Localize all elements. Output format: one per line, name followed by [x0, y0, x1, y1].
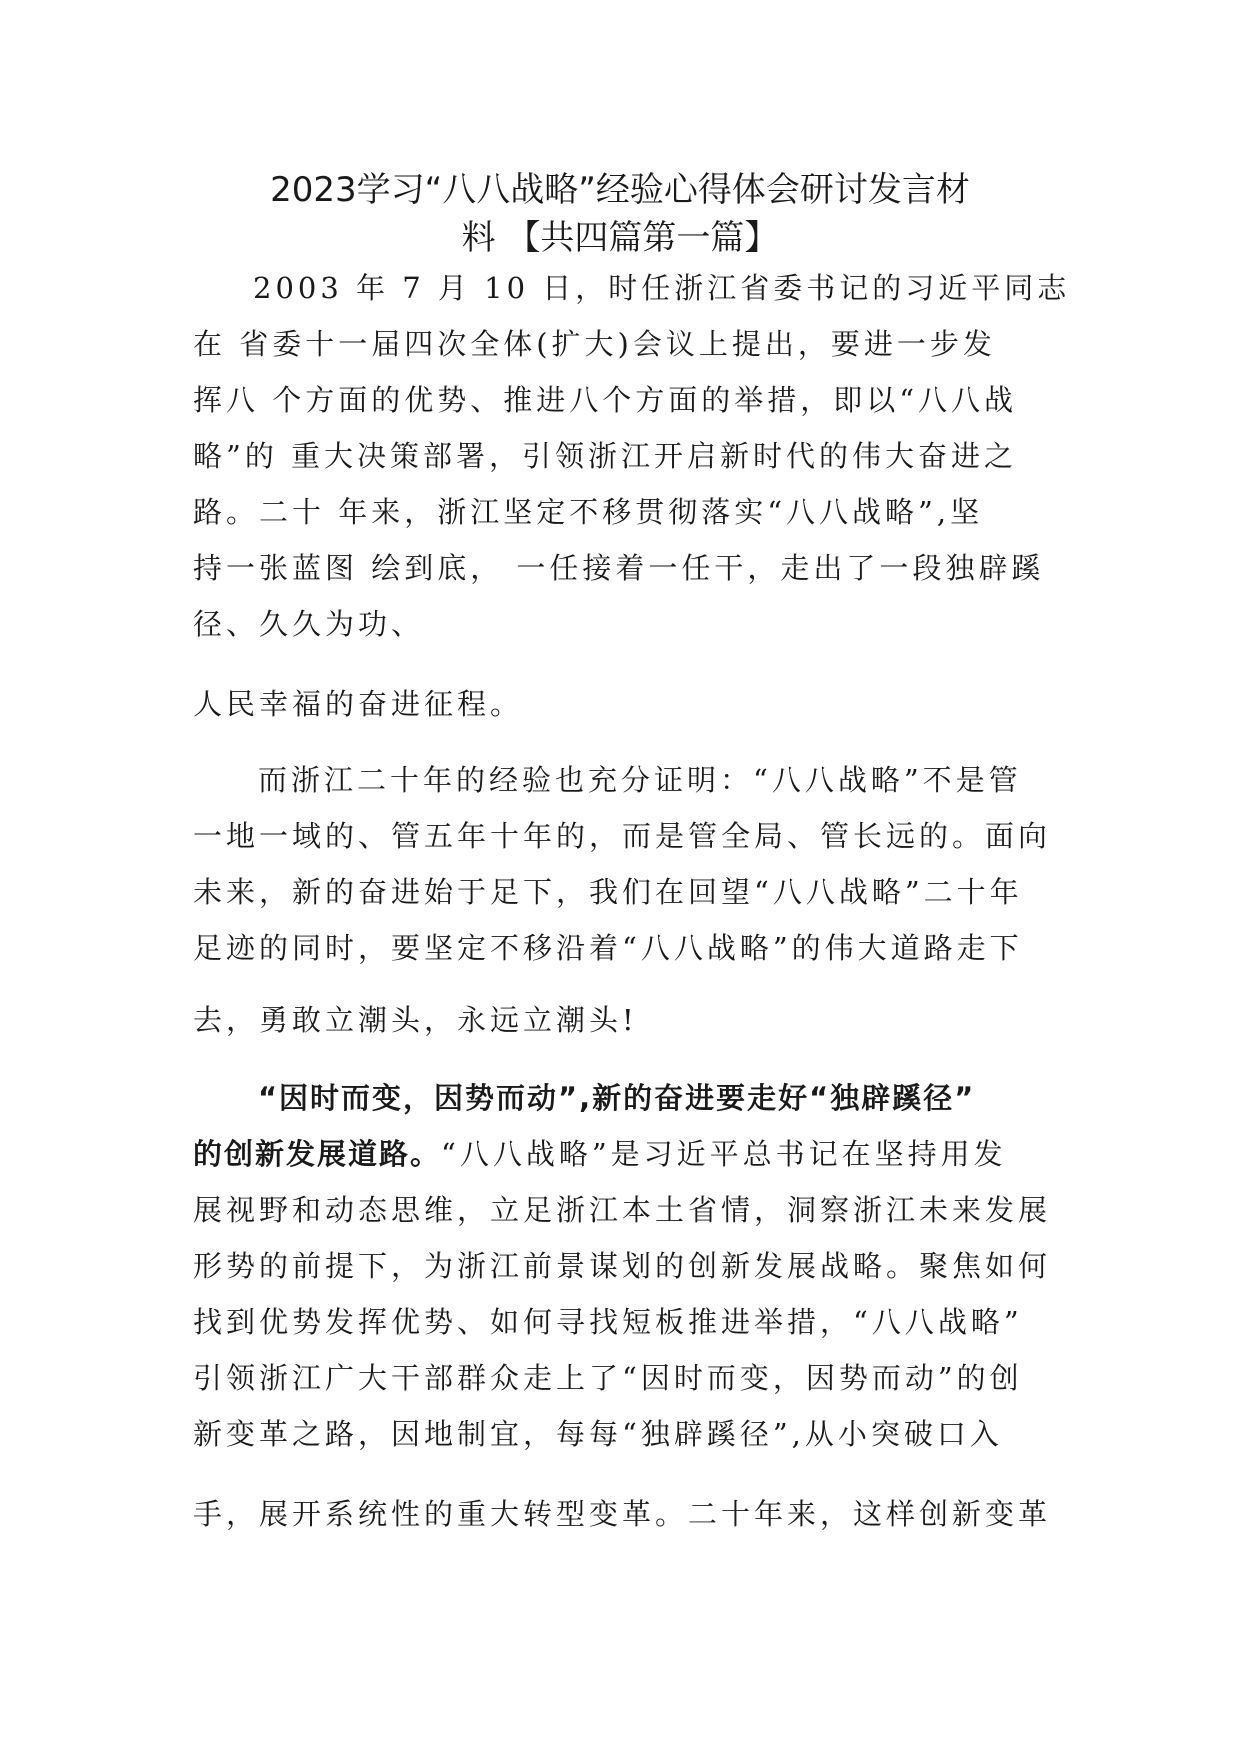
- document-title-line-2: 料 【共四篇第一篇】: [461, 218, 779, 258]
- paragraph-1-line-5: 路。二十 年来，浙江坚定不移贯彻落实“八八战略”,坚: [193, 495, 984, 529]
- paragraph-3-heading-line-1: “因时而变，因势而动”,新的奋进要走好“独辟蹊径”: [258, 1081, 976, 1115]
- paragraph-3-heading-line-2: 的创新发展道路。: [193, 1137, 442, 1171]
- document-title-line-1: 2023学习“八八战略”经验心得体会研讨发言材: [270, 170, 970, 210]
- paragraph-1-line-2: 在 省委十一届四次全体(扩大)会议上提出，要进一步发: [193, 327, 996, 361]
- paragraph-3-line-2-rest: “八八战略”是习近平总书记在坚持用发: [441, 1137, 1007, 1171]
- paragraph-3-line-8: 手，展开系统性的重大转型变革。二十年来，这样创新变革: [193, 1497, 1052, 1531]
- paragraph-2-line-2: 一地一域的、管五年十年的，而是管全局、管长远的。面向: [193, 819, 1052, 853]
- paragraph-3-line-6: 引领浙江广大干部群众走上了“因时而变，因势而动”的创: [193, 1361, 1023, 1395]
- paragraph-1-line-3: 挥八 个方面的优势、推进八个方面的举措，即以“八八战: [193, 383, 1018, 417]
- paragraph-1-line-1: 2003 年 7 月 10 日，时任浙江省委书记的习近平同志: [253, 271, 1071, 305]
- paragraph-1-line-7: 径、久久为功、: [193, 607, 425, 641]
- paragraph-3-line-5: 找到优势发挥优势、如何寻找短板推进举措，“八八战略”: [193, 1305, 1023, 1339]
- paragraph-2-line-1: 而浙江二十年的经验也充分证明：“八八战略”不是管: [258, 763, 1022, 797]
- paragraph-2-line-4: 足迹的同时，要坚定不移沿着“八八战略”的伟大道路走下: [193, 931, 1023, 965]
- paragraph-1-line-6: 持一张蓝图 绘到底， 一任接着一任干，走出了一段独辟蹊: [193, 551, 1045, 585]
- paragraph-3-line-4: 形势的前提下，为浙江前景谋划的创新发展战略。聚焦如何: [193, 1249, 1052, 1283]
- paragraph-3-line-3: 展视野和动态思维，立足浙江本土省情，洞察浙江未来发展: [193, 1193, 1052, 1227]
- paragraph-3-line-7: 新变革之路，因地制宜，每每“独辟蹊径”,从小突破口入: [193, 1417, 1003, 1451]
- paragraph-1-line-4: 略”的 重大决策部署，引领浙江开启新时代的伟大奋进之: [193, 439, 1018, 473]
- paragraph-2-line-5: 去，勇敢立潮头，永远立潮头!: [193, 1003, 638, 1037]
- paragraph-2-line-3: 未来，新的奋进始于足下，我们在回望“八八战略”二十年: [193, 875, 1023, 909]
- paragraph-1-tail: 人民幸福的奋进征程。: [193, 687, 524, 721]
- paragraph-3-line-2: [193, 1134, 1007, 1174]
